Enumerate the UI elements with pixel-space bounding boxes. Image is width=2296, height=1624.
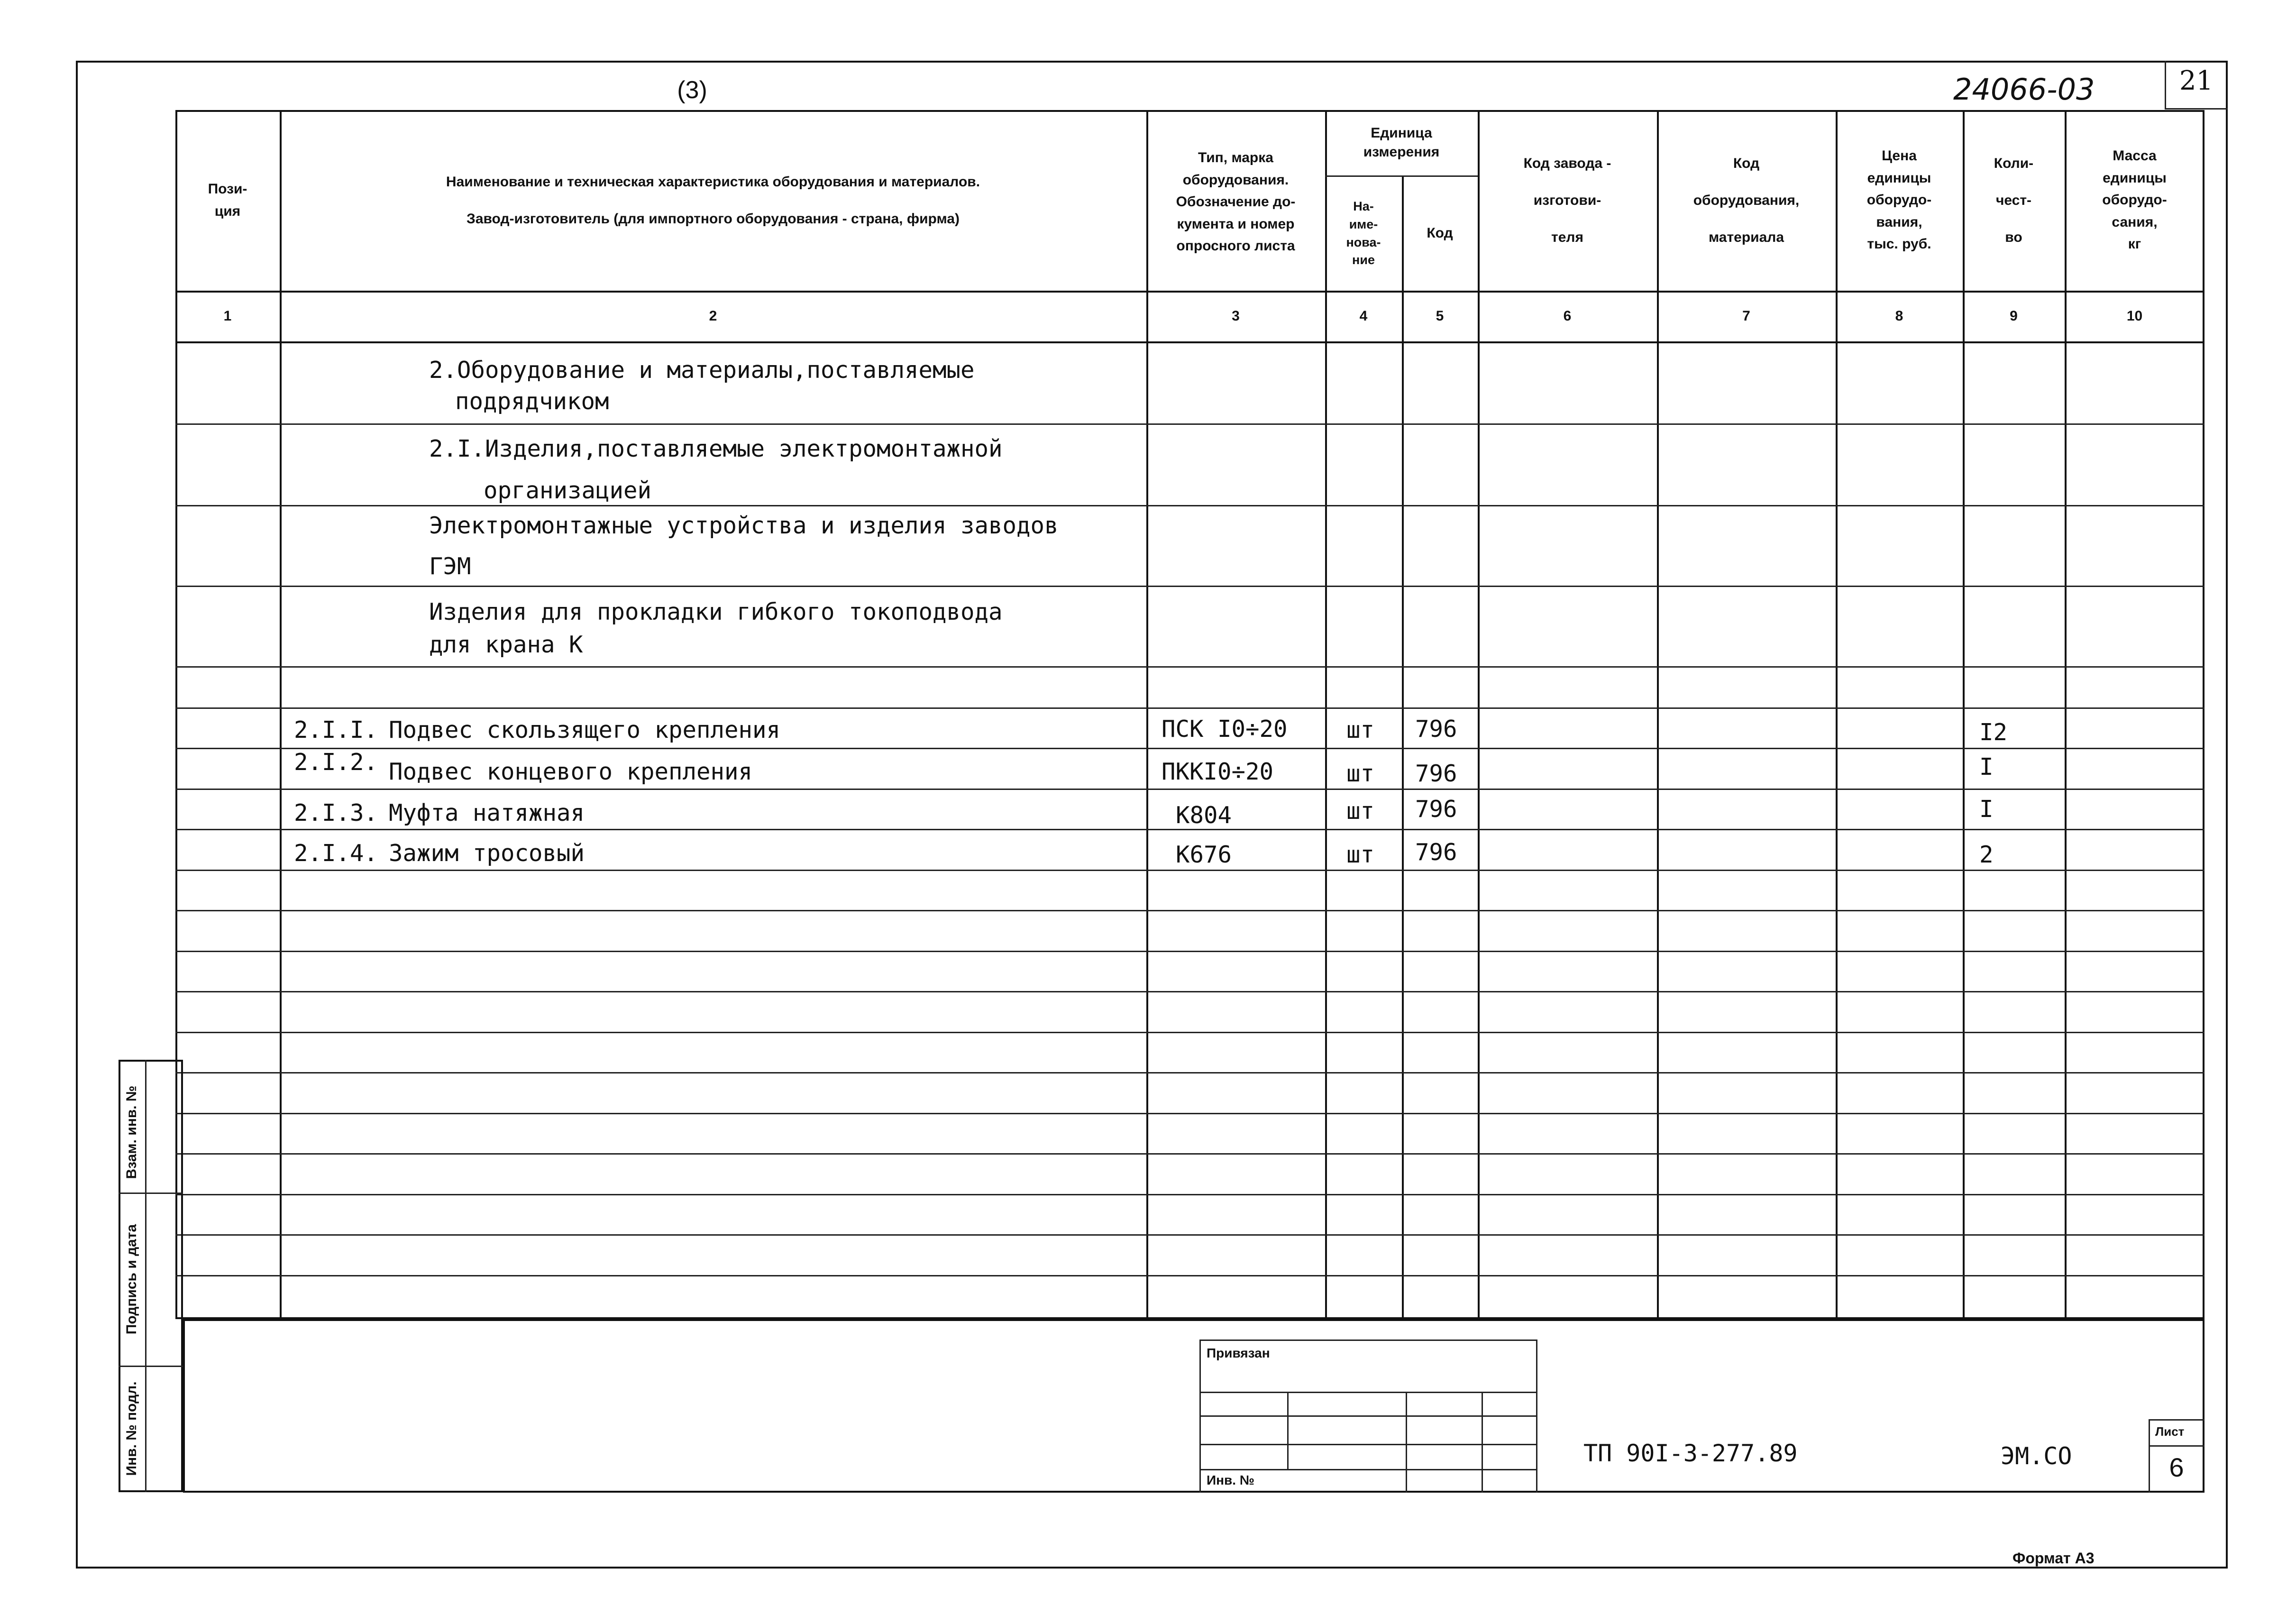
col-num-3: 3 bbox=[1232, 308, 1240, 324]
table-row-unit: шт bbox=[1346, 716, 1375, 743]
section-number: (3) bbox=[677, 76, 707, 104]
designation: ТП 90I-3-277.89 bbox=[1583, 1440, 1798, 1467]
table-row-name: Подвес скользящего крепления bbox=[389, 716, 781, 743]
sheet-number: 6 bbox=[2169, 1452, 2184, 1482]
table-row-text: Электромонтажные устройства и изделия заводов bbox=[429, 512, 1059, 539]
header-position: Пози- ция bbox=[208, 181, 247, 219]
col-num-7: 7 bbox=[1742, 308, 1750, 324]
bound-label: Привязан bbox=[1207, 1346, 1270, 1360]
header-unit-code: Код bbox=[1427, 225, 1453, 241]
table-row-unit: шт bbox=[1346, 760, 1375, 787]
table-row-code: 796 bbox=[1415, 796, 1457, 823]
table-row-text: для крана К bbox=[429, 631, 583, 658]
table-row-type: ПСК I0÷20 bbox=[1162, 716, 1288, 743]
table-row-code: 796 bbox=[1415, 716, 1457, 743]
table-row-unit: шт bbox=[1346, 798, 1375, 825]
table-row-text: организацией bbox=[484, 477, 652, 504]
table-row-quantity: 2 bbox=[1979, 841, 1994, 868]
table-row-code: 796 bbox=[1415, 839, 1457, 866]
table-row-type: К804 bbox=[1176, 802, 1232, 829]
header-unit-name: На- име- нова- ние bbox=[1346, 199, 1381, 267]
header-equipment-code: Код оборудования, материала bbox=[1693, 155, 1800, 245]
sheet-label: Лист bbox=[2155, 1424, 2185, 1439]
header-type: Тип, марка оборудования. Обозначение до- кумента и номер опросного листа bbox=[1176, 150, 1296, 254]
table-row-position: 2.I.I. bbox=[294, 716, 378, 743]
table-row-unit: шт bbox=[1346, 841, 1375, 868]
table-row-quantity: I2 bbox=[1979, 719, 2008, 746]
document-mark: ЭМ.СО bbox=[2001, 1442, 2072, 1470]
side-stamp-original-inv: Инв. № подл. bbox=[124, 1381, 139, 1476]
col-num-4: 4 bbox=[1359, 308, 1368, 324]
header-unit-price: Цена единицы оборудо- вания, тыс. руб. bbox=[1866, 148, 1932, 252]
side-stamp-replacement-inv: Взам. инв. № bbox=[124, 1085, 139, 1179]
header-quantity: Коли- чест- во bbox=[1994, 155, 2034, 245]
col-num-1: 1 bbox=[223, 308, 232, 324]
col-num-2: 2 bbox=[709, 308, 717, 324]
table-row-quantity: I bbox=[1979, 796, 1994, 823]
col-num-6: 6 bbox=[1563, 308, 1572, 324]
side-stamp-signature-date: Подпись и дата bbox=[124, 1224, 139, 1335]
table-row-name: Зажим тросовый bbox=[389, 840, 585, 867]
table-row-position: 2.I.4. bbox=[294, 840, 378, 867]
header-unit: Единица измерения bbox=[1363, 125, 1440, 160]
header-maker-code: Код завода - изготови- теля bbox=[1523, 155, 1611, 245]
table-row-text: 2.Оборудование и материалы,поставляемые bbox=[429, 357, 975, 384]
table-row-type: ПККI0÷20 bbox=[1162, 758, 1274, 785]
format-note: Формат А3 bbox=[2012, 1550, 2095, 1567]
handwritten-doc-code: 24066-03 bbox=[1953, 72, 2095, 107]
table-row-quantity: I bbox=[1979, 753, 1994, 780]
page-number: 21 bbox=[2179, 65, 2214, 96]
col-num-9: 9 bbox=[2010, 308, 2018, 324]
col-num-10: 10 bbox=[2126, 308, 2143, 324]
header-unit-mass: Масса единицы оборудо- сания, кг bbox=[2102, 148, 2167, 252]
table-row-text: 2.I.Изделия,поставляемые электромонтажной bbox=[429, 435, 1003, 462]
table-row-name: Подвес концевого крепления bbox=[389, 758, 753, 785]
table-row-code: 796 bbox=[1415, 760, 1457, 787]
col-num-8: 8 bbox=[1895, 308, 1903, 324]
table-row-position: 2.I.3. bbox=[294, 799, 378, 826]
header-name: Наименование и техническая характеристика оборудования и материалов. Завод-изготовитель (для импортного оборудования - страна, фирма) bbox=[446, 174, 980, 227]
inv-label: Инв. № bbox=[1207, 1473, 1255, 1487]
table-row-text: Изделия для прокладки гибкого токоподвода bbox=[429, 598, 1003, 625]
title-block bbox=[183, 1319, 2205, 1493]
page-number-box-bottom bbox=[2165, 108, 2228, 110]
col-num-5: 5 bbox=[1436, 308, 1444, 324]
table-row-type: К676 bbox=[1176, 841, 1232, 868]
table-row-position: 2.I.2. bbox=[294, 749, 378, 776]
table-row-name: Муфта натяжная bbox=[389, 799, 585, 826]
table-row-text: подрядчиком bbox=[455, 388, 609, 415]
table-row-text: ГЭМ bbox=[429, 553, 471, 580]
